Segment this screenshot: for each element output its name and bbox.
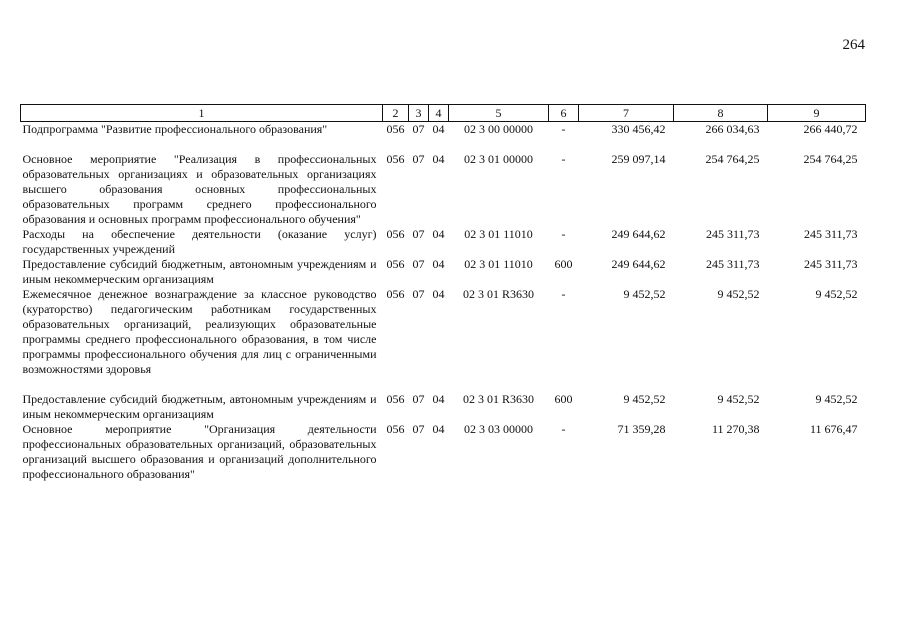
row-code-6: - [561,422,566,436]
header-row [21,105,866,122]
header-cell: 9 [768,105,866,122]
row-value-8: 9 452,52 [717,287,760,301]
header-cell: 5 [449,105,549,122]
row-code-5: 02 3 01 00000 [464,152,533,166]
row-code-5: 02 3 01 11010 [464,257,533,271]
row-code-4: 04 [432,257,445,271]
row-code-6: 600 [554,392,573,406]
row-code-5: 02 3 01 R3630 [462,287,534,301]
row-value-9: 254 764,25 [803,152,858,166]
table-row [21,227,866,257]
row-value-8: 245 311,73 [705,227,760,241]
table-row [21,422,866,482]
row-code-3: 07 [412,152,425,166]
header-cell: 4 [429,105,449,122]
header-cell: 1 [21,105,383,122]
row-name: Предоставление субсидий бюджетным, автономным учреждениям и иным некоммерческим организациям [22,257,377,286]
row-name: Предоставление субсидий бюджетным, автономным учреждениям и иным некоммерческим организациям [22,392,377,421]
row-code-5: 02 3 01 R3630 [462,392,534,406]
row-value-9: 9 452,52 [815,392,858,406]
row-code-3: 07 [412,422,425,436]
row-value-9: 9 452,52 [815,287,858,301]
row-value-7: 9 452,52 [623,287,666,301]
row-code-3: 07 [412,257,425,271]
row-name: Расходы на обеспечение деятельности (оказание услуг) государственных учреждений [22,227,377,256]
row-code-2: 056 [386,152,405,166]
row-code-6: - [561,227,566,241]
row-code-6: - [561,152,566,166]
row-value-8: 245 311,73 [705,257,760,271]
row-value-7: 71 359,28 [617,422,666,436]
row-code-2: 056 [386,287,405,301]
row-code-4: 04 [432,227,445,241]
row-code-4: 04 [432,122,445,136]
row-code-6: - [561,122,566,136]
row-code-3: 07 [412,227,425,241]
budget-table-container [20,104,865,482]
row-name: Ежемесячное денежное вознаграждение за классное руководство (кураторство) педагогическим работникам государственных образовательных организаций, реализующих образовательные программы среднего профессионального образования, в том числе программы профессионального обучения для лиц с ограниченными возможностями здоровья [22,287,377,376]
page-number: 264 [842,37,865,53]
row-code-6: 600 [554,257,573,271]
row-name: Подпрограмма "Развитие профессионального образования" [22,122,328,136]
header-cell: 3 [409,105,429,122]
row-code-4: 04 [432,422,445,436]
row-code-5: 02 3 00 00000 [464,122,533,136]
row-code-2: 056 [386,422,405,436]
row-code-5: 02 3 03 00000 [464,422,533,436]
row-code-2: 056 [386,122,405,136]
table-row [21,257,866,287]
row-value-8: 254 764,25 [705,152,760,166]
table-row [21,137,866,227]
row-value-7: 259 097,14 [611,152,666,166]
header-cell: 6 [549,105,579,122]
row-name: Основное мероприятие "Организация деятельности профессиональных образовательных организаций, образовательных организаций высшего образования и организаций дополнительного профессионального образования" [22,422,377,481]
budget-table [20,104,866,482]
row-code-4: 04 [432,392,445,406]
header-cell: 7 [579,105,674,122]
row-code-3: 07 [412,287,425,301]
row-value-7: 330 456,42 [611,122,666,136]
row-code-4: 04 [432,152,445,166]
table-row [21,122,866,138]
row-value-9: 245 311,73 [803,257,858,271]
row-value-9: 266 440,72 [803,122,858,136]
table-row [21,377,866,422]
row-code-2: 056 [386,257,405,271]
row-code-5: 02 3 01 11010 [464,227,533,241]
row-code-6: - [561,287,566,301]
table-header [21,105,866,122]
row-code-2: 056 [386,227,405,241]
table-body [21,122,866,483]
row-value-9: 11 676,47 [809,422,858,436]
table-row [21,287,866,377]
row-value-7: 249 644,62 [611,257,666,271]
row-value-7: 249 644,62 [611,227,666,241]
row-value-7: 9 452,52 [623,392,666,406]
row-value-8: 9 452,52 [717,392,760,406]
row-code-3: 07 [412,392,425,406]
row-code-3: 07 [412,122,425,136]
row-value-8: 11 270,38 [711,422,760,436]
row-value-9: 245 311,73 [803,227,858,241]
header-cell: 2 [383,105,409,122]
row-code-4: 04 [432,287,445,301]
row-value-8: 266 034,63 [705,122,760,136]
row-name: Основное мероприятие "Реализация в профессиональных образовательных организациях и образовательных организациях высшего образования основных профессиональных образовательных программ среднего профессионального образования и основных программ профессионального обучения" [22,152,377,226]
header-cell: 8 [674,105,768,122]
row-code-2: 056 [386,392,405,406]
